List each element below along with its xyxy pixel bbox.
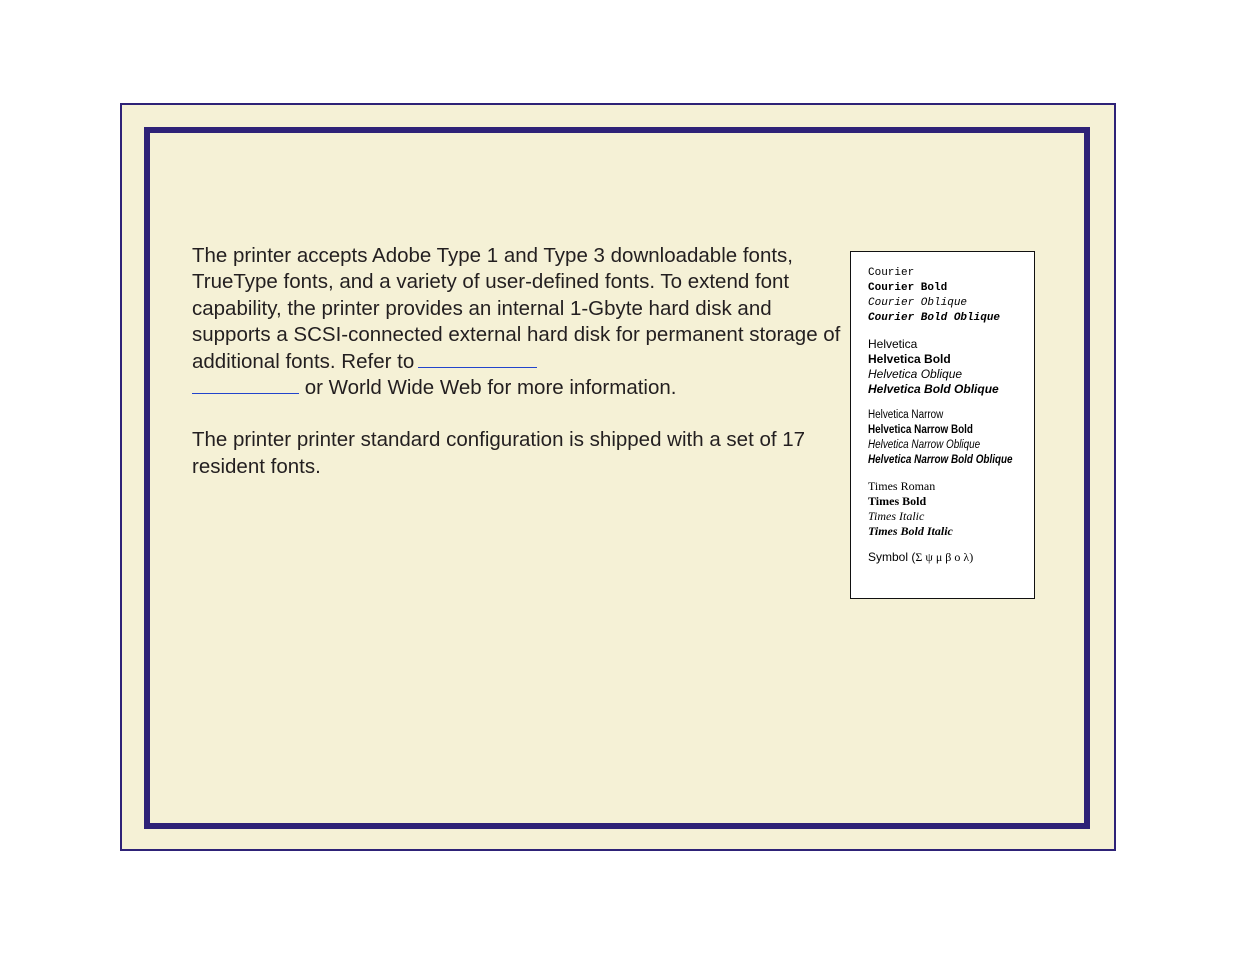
font-helvetica-bold: Helvetica Bold: [868, 352, 951, 366]
font-group-courier: [868, 266, 1034, 326]
font-group-times: [868, 479, 1034, 539]
font-courier-bold: Courier Bold: [868, 282, 948, 294]
font-helvetica-narrow: Helvetica Narrow: [868, 409, 944, 421]
font-courier: Courier: [868, 267, 915, 279]
font-group-helvetica-narrow: [868, 408, 1034, 468]
paragraph-1-text: The printer accepts Adobe Type 1 and Type 3 downloadable fonts, TrueType fonts, and a variety of user-defined fonts. To extend font capability, the printer provides an internal 1-Gbyte hard disk and supports a SCSI-connected external hard disk for permanent storage of additional fonts. Refer to: [192, 244, 841, 373]
font-group-helvetica: [868, 337, 1034, 397]
font-helvetica-narrow-oblique: Helvetica Narrow Oblique: [868, 439, 981, 451]
reference-link-line-2[interactable]: [192, 375, 299, 394]
paragraph-resident-fonts: The printer printer standard configuration is shipped with a set of 17 resident fonts.: [192, 428, 806, 478]
font-symbol: [868, 550, 1034, 565]
font-symbol-label: Symbol (: [868, 550, 916, 564]
font-helvetica-narrow-bold: Helvetica Narrow Bold: [868, 424, 973, 436]
slide-inner-frame: [144, 127, 1090, 829]
font-symbol-glyphs: Σ ψ μ β ο λ: [915, 550, 970, 564]
font-times-roman: Times Roman: [868, 479, 936, 493]
reference-link-line-1[interactable]: [418, 349, 537, 368]
font-symbol-close: ): [969, 550, 974, 564]
font-courier-bold-oblique: Courier Bold Oblique: [868, 312, 1001, 324]
font-helvetica-narrow-bold-oblique: Helvetica Narrow Bold Oblique: [868, 454, 1013, 466]
font-helvetica: Helvetica: [868, 337, 918, 351]
body-text: [192, 243, 842, 506]
resident-font-list: [850, 251, 1035, 599]
font-helvetica-oblique: Helvetica Oblique: [868, 367, 963, 381]
slide-outer-frame: [120, 103, 1116, 851]
font-times-italic: Times Italic: [868, 509, 925, 523]
font-courier-oblique: Courier Oblique: [868, 297, 968, 309]
paragraph-1-tail: or World Wide Web for more information.: [299, 376, 677, 400]
font-times-bold: Times Bold: [868, 494, 927, 508]
font-helvetica-bold-oblique: Helvetica Bold Oblique: [868, 382, 999, 396]
font-times-bold-italic: Times Bold Italic: [868, 524, 953, 538]
paragraph-font-capability: [192, 243, 842, 401]
